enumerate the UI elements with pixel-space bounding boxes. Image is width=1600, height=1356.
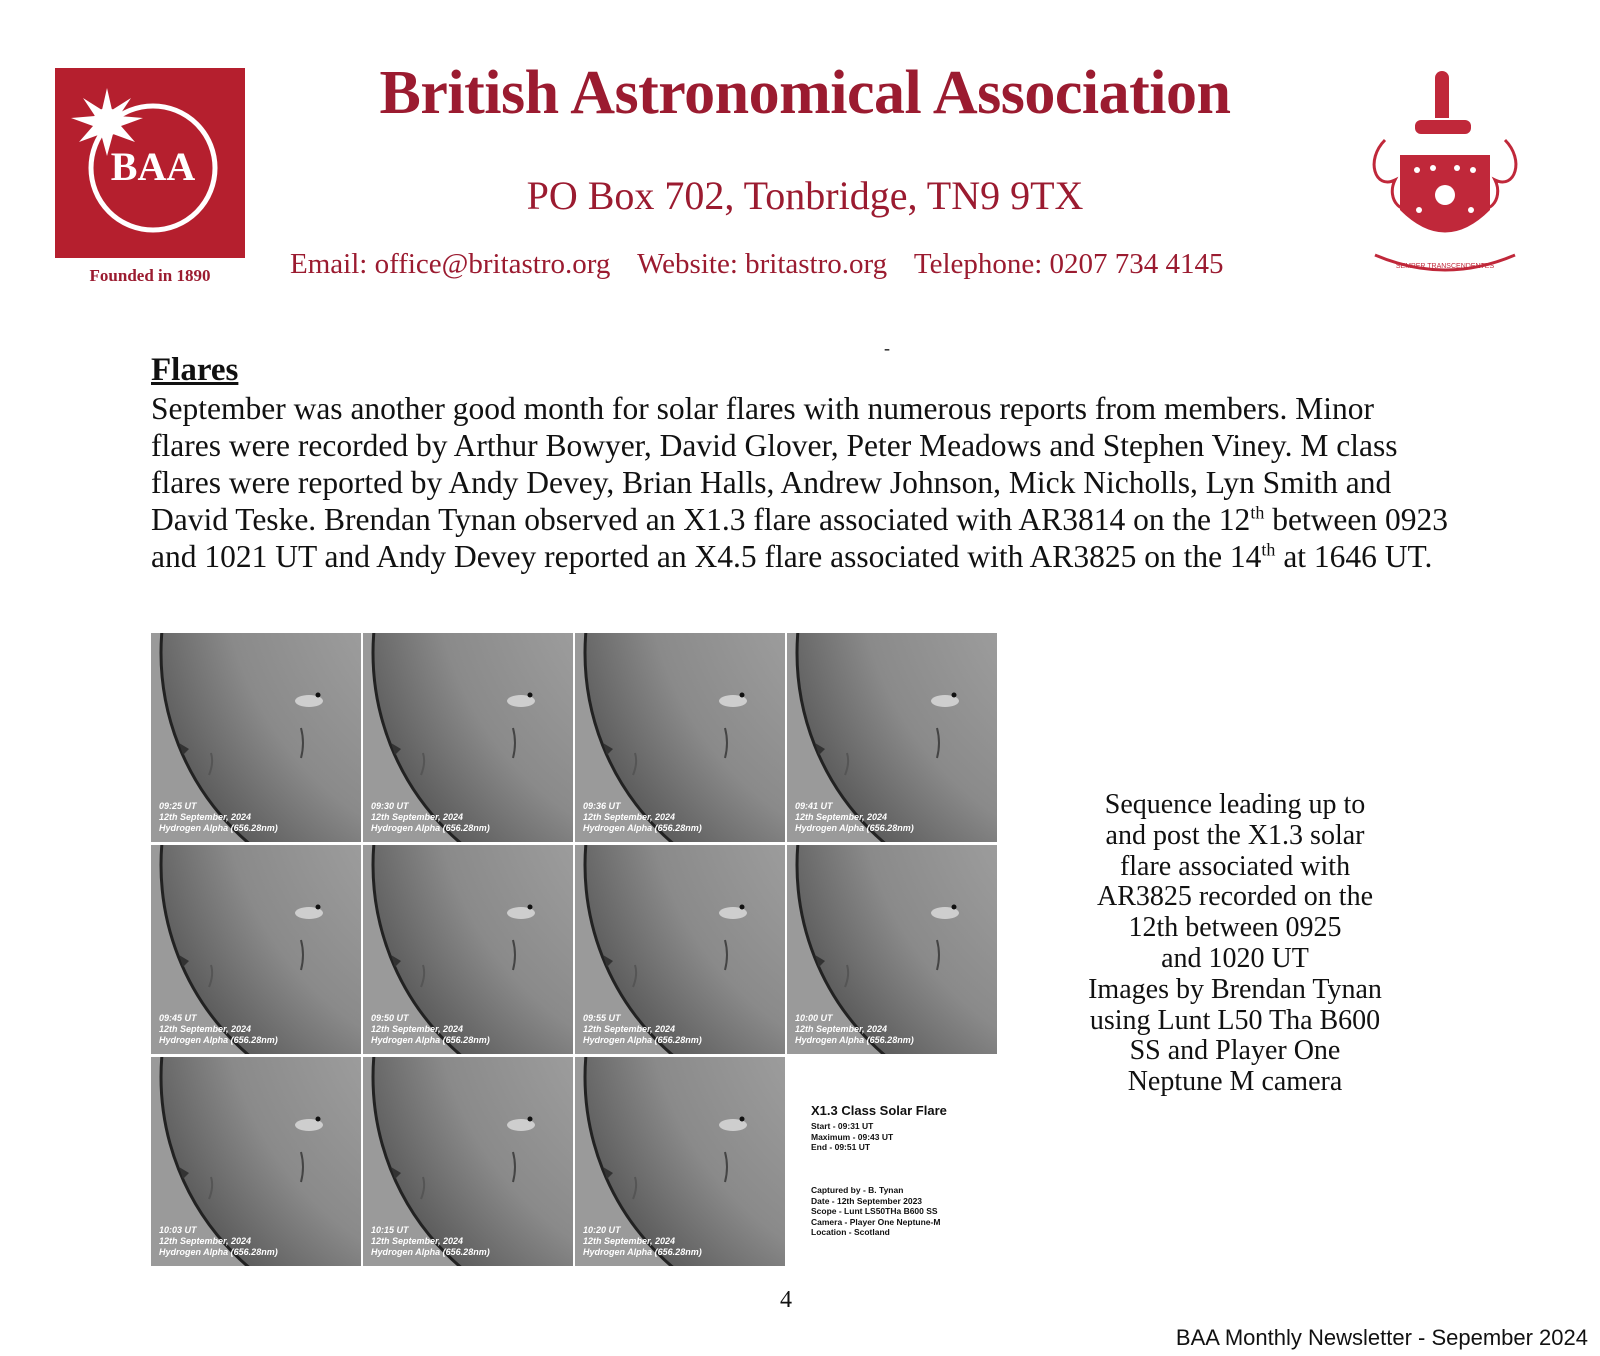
caption-line: using Lunt L50 Tha B600 [1089,1004,1381,1036]
baa-logo-emblem [55,68,245,258]
solar-frame [363,633,573,842]
frame-time: 09:50 UT [371,1013,409,1023]
solar-frame [151,845,361,1054]
website-text[interactable]: Website: britastro.org [637,248,888,280]
baa-logo [55,68,245,258]
paragraph-part-3: at 1646 UT. [1275,539,1433,574]
frame-caption [583,1225,702,1258]
caption-line: SS and Player One [1129,1035,1341,1067]
paragraph-part-2: between 0923 and 1021 UT and Andy Devey reported an X4.5 flare associated with AR3825 on the 14 [151,502,1449,574]
frame-band: Hydrogen Alpha (656.28nm) [371,1035,490,1045]
frame-caption [795,1013,914,1046]
frame-band: Hydrogen Alpha (656.28nm) [795,1035,914,1045]
solar-frame [363,845,573,1054]
ordinal-suffix: th [1261,539,1276,560]
frame-date: 12th September, 2024 [795,812,888,822]
frame-date: 12th September, 2024 [159,812,252,822]
frame-band: Hydrogen Alpha (656.28nm) [371,823,490,833]
frame-time: 09:41 UT [795,801,833,811]
frame-caption [583,801,702,834]
address: PO Box 702, Tonbridge, TN9 9TX [526,173,1084,218]
frame-date: 12th September, 2024 [371,1024,464,1034]
figure-caption [1070,790,1400,1098]
frame-band: Hydrogen Alpha (656.28nm) [583,1035,702,1045]
frame-caption [583,1013,702,1046]
founded-label: Founded in 1890 [89,266,211,285]
frame-date: 12th September, 2024 [159,1024,252,1034]
frame-time: 10:03 UT [159,1225,197,1235]
frame-time: 10:00 UT [795,1013,833,1023]
frame-date: 12th September, 2024 [583,1024,676,1034]
frame-date: 12th September, 2024 [371,1236,464,1246]
frame-band: Hydrogen Alpha (656.28nm) [371,1247,490,1257]
info-title: X1.3 Class Solar Flare [811,1103,947,1118]
frame-time: 10:15 UT [371,1225,409,1235]
frame-time: 09:55 UT [583,1013,621,1023]
frame-time: 10:20 UT [583,1225,621,1235]
frame-date: 12th September, 2024 [583,1236,676,1246]
logo-text: BAA [110,144,196,189]
separator-mark: - [884,338,890,358]
crest-icon [1355,70,1535,285]
article-paragraph [151,390,1451,575]
caption-line: and 1020 UT [1161,942,1309,974]
section-heading: Flares [151,352,239,388]
ordinal-suffix: th [1250,502,1265,523]
flare-info-panel [787,1057,997,1266]
solar-frame [151,1057,361,1266]
solar-frame [151,633,361,842]
contact-line [290,248,1320,281]
frame-band: Hydrogen Alpha (656.28nm) [583,823,702,833]
org-name: British Astronomical Association [379,59,1231,127]
frame-time: 09:25 UT [159,801,197,811]
info-scope: Scope - Lunt LS50THa B600 SS [811,1206,938,1216]
coat-of-arms [1355,70,1535,285]
caption-line: and post the X1.3 solar [1105,819,1365,851]
frame-band: Hydrogen Alpha (656.28nm) [159,1247,278,1257]
info-camera: Camera - Player One Neptune-M [811,1216,941,1227]
solar-frame [363,1057,573,1266]
frame-caption [371,801,490,834]
solar-flare-image-grid [151,633,999,1267]
caption-line: Images by Brendan Tynan [1088,973,1382,1005]
frame-caption [159,1225,278,1258]
frame-date: 12th September, 2024 [795,1024,888,1034]
info-location: Location - Scotland [811,1227,890,1237]
email-text[interactable]: Email: office@britastro.org [290,248,611,280]
info-end: End - 09:51 UT [811,1142,871,1152]
crest-motto: SEMPER TRANSCENDENTES [1395,263,1495,270]
frame-time: 09:45 UT [159,1013,197,1023]
frame-caption [795,801,914,834]
frame-caption [159,1013,278,1046]
frame-caption [159,801,278,834]
frame-caption [371,1013,490,1046]
caption-line: Sequence leading up to [1104,789,1366,820]
solar-frame [787,633,997,842]
frame-date: 12th September, 2024 [159,1236,252,1246]
caption-line: 12th between 0925 [1128,912,1342,944]
frame-band: Hydrogen Alpha (656.28nm) [159,1035,278,1045]
caption-line: flare associated with [1119,850,1351,882]
caption-line: Neptune M camera [1127,1066,1343,1098]
solar-frame [575,633,785,842]
solar-frame [787,845,997,1054]
telephone-text: Telephone: 0207 734 4145 [913,248,1224,280]
info-maximum: Maximum - 09:43 UT [811,1131,894,1142]
info-captured: Captured by - B. Tynan [811,1185,904,1195]
solar-frame [575,1057,785,1266]
frame-time: 09:36 UT [583,801,621,811]
info-start: Start - 09:31 UT [811,1121,874,1131]
frame-date: 12th September, 2024 [583,812,676,822]
frame-date: 12th September, 2024 [371,812,464,822]
footer-text: BAA Monthly Newsletter - Sepember 2024 [1175,1325,1588,1350]
frame-time: 09:30 UT [371,801,409,811]
solar-frame [575,845,785,1054]
frame-band: Hydrogen Alpha (656.28nm) [583,1247,702,1257]
paragraph-part-1: September was another good month for solar flares with numerous reports from members. Minor flares were recorded by Arthur Bowyer, David Glover, Peter Meadows and Stephen Viney. M class flares were reported by Andy Devey, Brian Halls, Andrew Johnson, Mick Nicholls, Lyn Smith and David Teske. Brendan Tynan observed an X1.3 flare associated with AR3814 on the 12 [151,391,1398,537]
page-number: 4 [780,1287,792,1313]
info-date: Date - 12th September 2023 [811,1195,923,1206]
frame-band: Hydrogen Alpha (656.28nm) [159,823,278,833]
caption-line: AR3825 recorded on the [1096,881,1374,913]
frame-caption [371,1225,490,1258]
frame-band: Hydrogen Alpha (656.28nm) [795,823,914,833]
